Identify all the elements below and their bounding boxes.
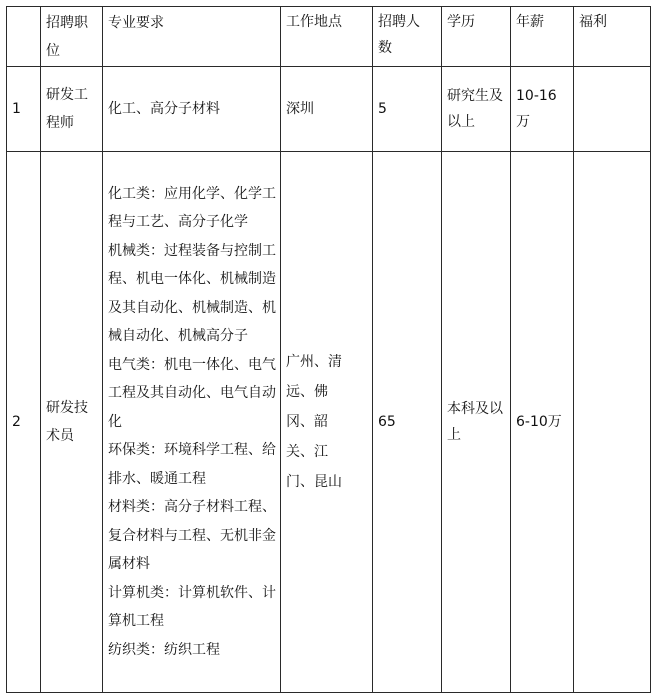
header-education-cell: 学历: [442, 7, 511, 67]
row-benefits-cell: [574, 67, 651, 152]
row-index-cell: 1: [7, 67, 41, 152]
requirement-line-chemical: 化工类：应用化学、化学工程与工艺、高分子化学: [108, 185, 276, 231]
row-location-cell: 深圳: [281, 67, 373, 152]
row-count-cell: 5: [373, 67, 442, 152]
row-requirements-cell: [103, 152, 281, 693]
row-education-cell: [442, 67, 511, 152]
row-salary-cell: 6-10万: [511, 152, 574, 693]
table-row: [7, 152, 651, 693]
row-position-label: 研发工程师: [46, 87, 88, 131]
header-count-cell: [373, 7, 442, 67]
header-position-cell: [41, 7, 103, 67]
table-header-row: [7, 7, 651, 67]
row-education-cell: [442, 152, 511, 693]
row-salary-label: 10-16万: [516, 88, 557, 130]
row-position-cell: [41, 152, 103, 693]
row-requirements-cell: [103, 67, 281, 152]
row-position-cell: [41, 67, 103, 152]
header-benefits-cell: 福利: [574, 7, 651, 67]
header-location-cell: 工作地点: [281, 7, 373, 67]
row-count-cell: 65: [373, 152, 442, 693]
header-index-cell: [7, 7, 41, 67]
row-benefits-cell: [574, 152, 651, 693]
header-position-label: 招聘职位: [46, 15, 88, 59]
header-salary-cell: 年薪: [511, 7, 574, 67]
requirement-line-environmental: 环保类：环境科学工程、给排水、暖通工程: [108, 442, 276, 487]
requirement-line-computer: 计算机类：计算机软件、计算机工程: [108, 584, 276, 630]
row-location-label: 广州、清远、佛冈、韶关、江门、昆山: [286, 354, 342, 490]
header-count-label: 招聘人数: [378, 14, 420, 56]
row-position-label: 研发技术员: [46, 400, 88, 444]
requirement-line: 化工、高分子材料: [108, 100, 220, 117]
requirement-line-materials: 材料类：高分子材料工程、复合材料与工程、无机非金属材料: [108, 499, 276, 573]
recruitment-table: [6, 6, 651, 693]
row-salary-cell: [511, 67, 574, 152]
requirement-line-textile: 纺织类：纺织工程: [108, 641, 220, 658]
requirement-line-mechanical: 机械类：过程装备与控制工程、机电一体化、机械制造及其自动化、机械制造、机械自动化、机械高分子: [108, 242, 276, 345]
row-location-cell: [281, 152, 373, 693]
row-education-label: 研究生及以上: [447, 88, 503, 130]
table-row: [7, 67, 651, 152]
row-index-cell: 2: [7, 152, 41, 693]
requirement-line-electrical: 电气类：机电一体化、电气工程及其自动化、电气自动化: [108, 356, 276, 430]
header-requirements-cell: 专业要求: [103, 7, 281, 67]
row-education-label: 本科及以上: [447, 401, 503, 443]
